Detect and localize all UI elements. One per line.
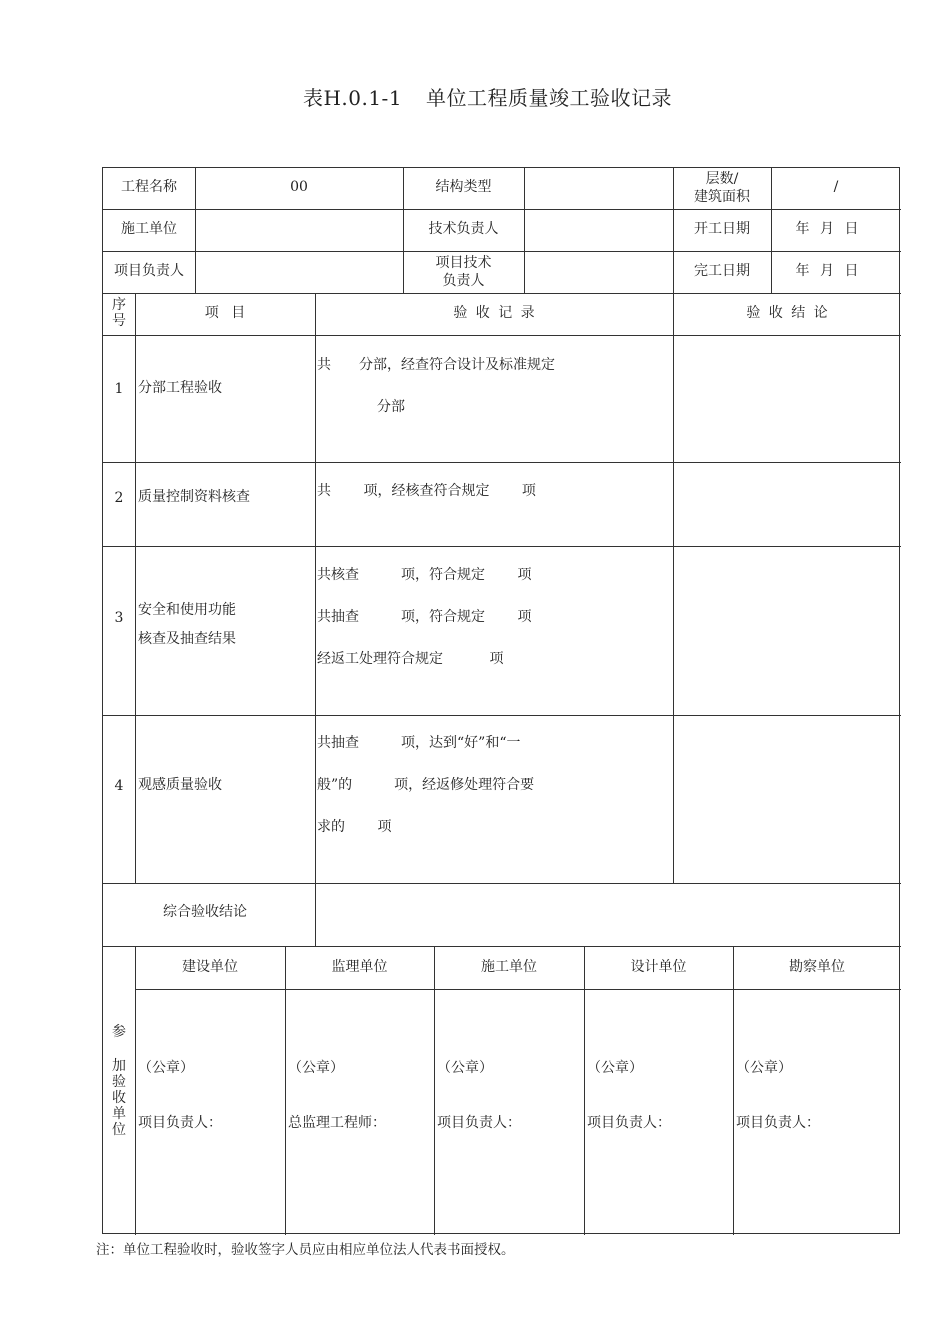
- unit-signer: 项目负责人：: [587, 1115, 671, 1131]
- floors-area-label: 层数/ 建筑面积: [694, 171, 750, 205]
- end-date-value: 年 月 日: [795, 263, 859, 279]
- row-number: 1: [114, 381, 124, 397]
- col-header-record: 验 收 记 录: [453, 305, 535, 321]
- row-record-line: 共 分部，经查符合设计及标准规定: [317, 357, 555, 373]
- row-number: 3: [114, 610, 124, 626]
- divider: [584, 946, 585, 1235]
- unit-signer: 项目负责人：: [138, 1115, 222, 1131]
- unit-signer: 项目负责人：: [437, 1115, 521, 1131]
- start-date-label: 开工日期: [694, 221, 750, 237]
- row-record-line: 共抽查 项，达到“好”和“一: [317, 735, 521, 751]
- divider: [103, 251, 901, 252]
- row-record-line: 经返工处理符合规定 项: [317, 651, 504, 667]
- divider: [524, 168, 525, 293]
- footnote: 注：单位工程验收时，验收签字人员应由相应单位法人代表书面授权。: [96, 1242, 515, 1258]
- divider: [103, 883, 901, 884]
- unit-name: 设计单位: [630, 959, 687, 975]
- col-header-item: 项 目: [204, 305, 246, 321]
- col-header-conclusion: 验 收 结 论: [746, 305, 828, 321]
- project-tech-lead-label: 项目技术 负责人: [435, 255, 492, 289]
- row-item: 核查及抽查结果: [138, 631, 236, 647]
- end-date-label: 完工日期: [694, 263, 750, 279]
- unit-signer: 总监理工程师：: [288, 1115, 386, 1131]
- row-item: 分部工程验收: [138, 380, 222, 396]
- structure-type-label: 结构类型: [435, 179, 492, 195]
- divider: [315, 293, 316, 946]
- divider: [285, 946, 286, 1235]
- floors-area-value: /: [833, 179, 839, 195]
- form-title: 单位工程质量竣工验收记录: [426, 86, 673, 110]
- page-title: [0, 82, 950, 111]
- acceptance-record-table: [102, 167, 900, 1234]
- unit-name: 勘察单位: [789, 959, 845, 975]
- divider: [135, 989, 901, 990]
- project-lead-label: 项目负责人: [114, 263, 184, 279]
- divider: [103, 462, 901, 463]
- divider: [135, 946, 136, 1235]
- project-name-value: 00: [290, 179, 308, 195]
- row-item: 安全和使用功能: [138, 602, 236, 618]
- form-number: 表H.0.1-1: [302, 86, 403, 110]
- start-date-value: 年 月 日: [795, 221, 859, 237]
- row-record-line: 共核查 项，符合规定 项: [317, 567, 532, 583]
- row-record-line: 共抽查 项，符合规定 项: [317, 609, 532, 625]
- unit-seal: （公章）: [288, 1060, 344, 1076]
- row-item: 观感质量验收: [138, 777, 222, 793]
- divider: [103, 715, 901, 716]
- row-record-line: 求的 项: [317, 819, 392, 835]
- unit-seal: （公章）: [138, 1060, 194, 1076]
- divider: [103, 546, 901, 547]
- divider: [733, 946, 734, 1235]
- row-record-line: 分部: [377, 399, 405, 415]
- project-name-label: 工程名称: [121, 179, 177, 195]
- unit-signer: 项目负责人：: [736, 1115, 820, 1131]
- unit-name: 施工单位: [481, 959, 537, 975]
- participants-side-label: 参 加 验 收 单 位: [112, 1024, 126, 1139]
- unit-seal: （公章）: [736, 1060, 792, 1076]
- divider: [673, 293, 674, 883]
- row-record-line: 般”的 项，经返修处理符合要: [317, 777, 535, 793]
- divider: [103, 335, 901, 336]
- divider: [103, 293, 901, 294]
- divider: [103, 209, 901, 210]
- row-number: 4: [114, 778, 124, 794]
- divider: [135, 293, 136, 883]
- construction-unit-label: 施工单位: [121, 221, 177, 237]
- divider: [434, 946, 435, 1235]
- col-header-no: 序 号: [112, 297, 126, 330]
- unit-name: 建设单位: [182, 959, 238, 975]
- unit-seal: （公章）: [587, 1060, 643, 1076]
- row-number: 2: [114, 490, 124, 506]
- tech-lead-label: 技术负责人: [428, 221, 499, 237]
- summary-conclusion-label: 综合验收结论: [163, 904, 247, 920]
- row-item: 质量控制资料核查: [138, 489, 250, 505]
- divider: [103, 946, 901, 947]
- row-record-line: 共 项，经核查符合规定 项: [317, 483, 536, 499]
- unit-seal: （公章）: [437, 1060, 493, 1076]
- unit-name: 监理单位: [331, 959, 388, 975]
